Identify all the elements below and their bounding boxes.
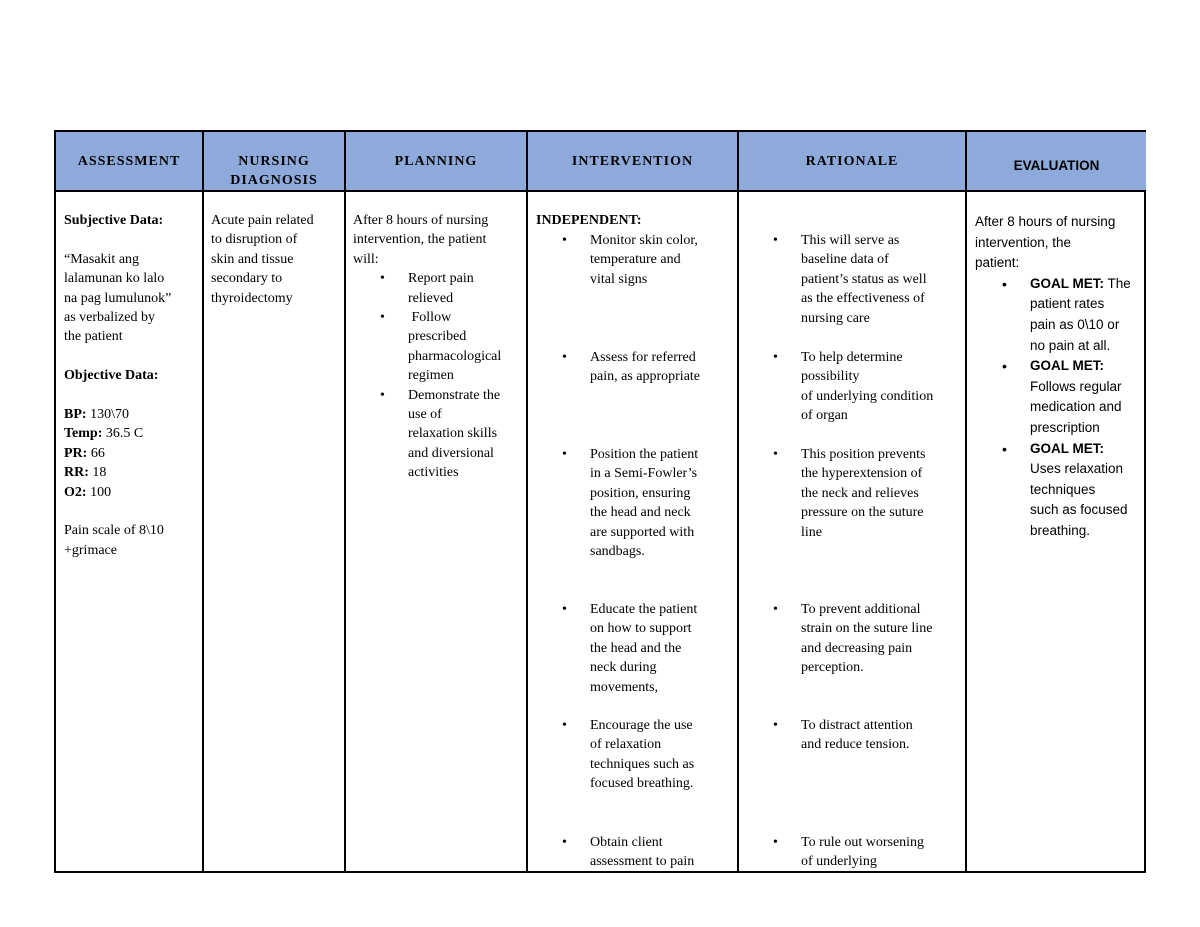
assessment-cell — [56, 192, 204, 871]
intervention-line: movements, — [590, 679, 659, 695]
intervention-item — [590, 445, 698, 561]
goal-met-label: GOAL MET: — [1030, 275, 1104, 291]
rationale-line: the hyperextension of — [801, 466, 923, 482]
rationale-line: pressure on the suture — [801, 505, 924, 521]
header-diagnosis-line-1: NURSING — [238, 154, 310, 169]
evaluation-intro-line: After 8 hours of nursing — [975, 214, 1116, 229]
diagnosis-line: secondary to — [211, 271, 283, 287]
rationale-line: strain on the suture line — [801, 621, 933, 637]
header-nursing-diagnosis — [204, 132, 346, 192]
planning-intro-line: will: — [353, 251, 379, 267]
rationale-line: • This position prevents — [801, 447, 926, 462]
patient-quote-line: “Masakit ang — [64, 251, 140, 267]
rationale-line: baseline data of — [801, 252, 889, 268]
intervention-line: • Educate the patient — [590, 602, 698, 617]
evaluation-line: Uses relaxation — [1030, 461, 1124, 477]
header-planning-label: PLANNING — [394, 154, 478, 169]
diagnosis-cell — [204, 192, 346, 871]
rationale-line: • This will serve as — [801, 233, 900, 248]
planning-goal-line: use of — [408, 407, 442, 423]
intervention-line: focused breathing. — [590, 776, 694, 792]
intervention-line: • Obtain client — [590, 835, 663, 850]
rationale-item — [801, 445, 925, 542]
header-evaluation-label: EVALUATION — [1013, 158, 1100, 173]
header-assessment-label: ASSESSMENT — [77, 154, 181, 169]
rationale-line: • To help determine — [801, 350, 903, 365]
patient-quote-line: as verbalized by — [64, 310, 155, 326]
goal-met-label: GOAL MET: — [1030, 440, 1104, 456]
intervention-line: of relaxation — [590, 737, 662, 753]
rationale-line: of underlying — [801, 854, 877, 870]
header-planning — [346, 132, 528, 192]
intervention-line: neck during — [590, 660, 657, 676]
vital-o2 — [64, 483, 194, 502]
planning-goal-line: prescribed — [408, 329, 467, 345]
planning-goal-line: regimen — [408, 368, 454, 384]
rationale-line: and decreasing pain — [801, 640, 913, 656]
intervention-line: vital signs — [590, 271, 648, 287]
evaluation-line: patient rates — [1030, 296, 1105, 312]
planning-goal-line: relieved — [408, 290, 454, 306]
rationale-line: the neck and relieves — [801, 485, 919, 501]
rationale-line: of organ — [801, 408, 848, 424]
vital-temp — [64, 424, 194, 443]
rationale-item — [801, 231, 927, 328]
vital-label: BP: — [64, 407, 87, 423]
planning-goal-line: • Demonstrate the — [408, 387, 501, 403]
objective-data-label: Objective Data: — [64, 368, 159, 384]
evaluation-line: Follows regular — [1030, 378, 1122, 394]
evaluation-line: such as focused — [1030, 502, 1128, 518]
vital-value: 18 — [88, 465, 107, 481]
header-rationale — [739, 132, 967, 192]
rationale-cell — [739, 192, 967, 871]
intervention-line: on how to support — [590, 621, 692, 637]
evaluation-list — [975, 274, 1138, 542]
planning-cell — [346, 192, 528, 871]
vital-label: PR: — [64, 445, 88, 461]
subjective-data-label: Subjective Data: — [64, 213, 164, 228]
header-intervention — [528, 132, 739, 192]
pain-scale-line: +grimace — [64, 542, 117, 558]
pain-scale-line: Pain scale of 8\10 — [64, 523, 164, 539]
independent-label: INDEPENDENT: — [536, 213, 642, 228]
intervention-line: in a Semi-Fowler’s — [590, 466, 698, 482]
planning-goal-line: • Follow — [408, 310, 452, 326]
planning-goal-line: relaxation skills — [408, 426, 498, 442]
evaluation-cell — [967, 192, 1146, 871]
planning-goal-line: • Report pain — [408, 271, 474, 287]
intervention-line: the head and the — [590, 640, 682, 656]
intervention-line: assessment to pain — [590, 854, 695, 870]
intervention-line: • Position the patient — [590, 447, 699, 462]
intervention-line: techniques such as — [590, 756, 695, 772]
vital-rr — [64, 463, 194, 482]
evaluation-intro-line: intervention, the — [975, 234, 1072, 250]
planning-goal — [408, 269, 518, 308]
planning-goal — [408, 308, 518, 386]
planning-goal-line: and diversional — [408, 445, 494, 461]
patient-quote-line: na pag lumulunok” — [64, 290, 172, 306]
rationale-line: • To distract attention — [801, 718, 913, 733]
intervention-line: • Assess for referred — [590, 350, 696, 365]
header-assessment — [56, 132, 204, 192]
vital-value: 130\70 — [86, 407, 129, 423]
rationale-line: patient’s status as well — [801, 271, 927, 287]
header-intervention-label: INTERVENTION — [571, 154, 694, 169]
intervention-line: • Monitor skin color, — [590, 233, 698, 248]
intervention-line: position, ensuring — [590, 485, 691, 501]
planning-intro-line: After 8 hours of nursing — [353, 213, 489, 228]
rationale-line: and reduce tension. — [801, 737, 910, 753]
header-rationale-label: RATIONALE — [805, 154, 899, 169]
evaluation-item — [1030, 274, 1138, 356]
evaluation-line: no pain at all. — [1030, 337, 1111, 353]
planning-goals-list — [353, 269, 518, 482]
rationale-line: • To rule out worsening — [801, 835, 925, 850]
planning-goal-line: pharmacological — [408, 348, 502, 364]
rationale-line: as the effectiveness of — [801, 291, 925, 307]
rationale-line: nursing care — [801, 310, 870, 326]
rationale-item — [801, 833, 924, 871]
rationale-line: perception. — [801, 660, 864, 676]
header-diagnosis-line-2: DIAGNOSIS — [230, 173, 318, 188]
patient-quote-line: lalamunan ko lalo — [64, 271, 165, 287]
evaluation-line: The — [1104, 275, 1131, 291]
diagnosis-line: skin and tissue — [211, 251, 294, 267]
header-evaluation — [967, 132, 1146, 192]
rationale-line: line — [801, 524, 822, 540]
evaluation-item — [1030, 439, 1138, 542]
vital-label: O2: — [64, 484, 87, 500]
vital-label: RR: — [64, 465, 89, 481]
intervention-item — [590, 600, 697, 697]
intervention-line: the head and neck — [590, 505, 691, 521]
evaluation-intro-line: patient: — [975, 255, 1020, 271]
vital-value: 66 — [87, 445, 105, 461]
vital-label: Temp: — [64, 426, 103, 442]
intervention-line: are supported with — [590, 524, 695, 540]
rationale-item — [801, 716, 913, 755]
evaluation-line: prescription — [1030, 419, 1100, 435]
nursing-care-plan-table — [54, 130, 1146, 873]
evaluation-line: medication and — [1030, 399, 1122, 415]
goal-met-label: GOAL MET: — [1030, 358, 1104, 374]
evaluation-line: pain as 0\10 or — [1030, 316, 1120, 332]
intervention-line: • Encourage the use — [590, 718, 693, 733]
rationale-item — [801, 600, 932, 678]
patient-quote-line: the patient — [64, 329, 123, 345]
intervention-item — [590, 231, 698, 289]
rationale-line: of underlying condition — [801, 388, 934, 404]
rationale-line: possibility — [801, 369, 860, 385]
intervention-item — [590, 716, 694, 794]
planning-intro-line: intervention, the patient — [353, 232, 487, 248]
diagnosis-line: to disruption of — [211, 232, 298, 248]
evaluation-line: techniques — [1030, 481, 1096, 497]
rationale-line: • To prevent additional — [801, 602, 921, 617]
diagnosis-line: thyroidectomy — [211, 290, 293, 306]
vital-bp — [64, 405, 194, 424]
diagnosis-line: Acute pain related — [211, 213, 314, 228]
intervention-line: temperature and — [590, 252, 681, 268]
vital-pr — [64, 444, 194, 463]
intervention-line: pain, as appropriate — [590, 369, 701, 385]
intervention-line: sandbags. — [590, 544, 645, 560]
intervention-item — [590, 833, 694, 871]
evaluation-line: breathing. — [1030, 522, 1091, 538]
planning-goal-line: activities — [408, 465, 459, 481]
planning-goal — [408, 386, 518, 483]
vital-value: 100 — [86, 484, 112, 500]
vital-value: 36.5 C — [102, 426, 144, 442]
intervention-cell — [528, 192, 739, 871]
rationale-item — [801, 348, 933, 426]
intervention-item — [590, 348, 700, 387]
evaluation-item — [1030, 356, 1138, 438]
